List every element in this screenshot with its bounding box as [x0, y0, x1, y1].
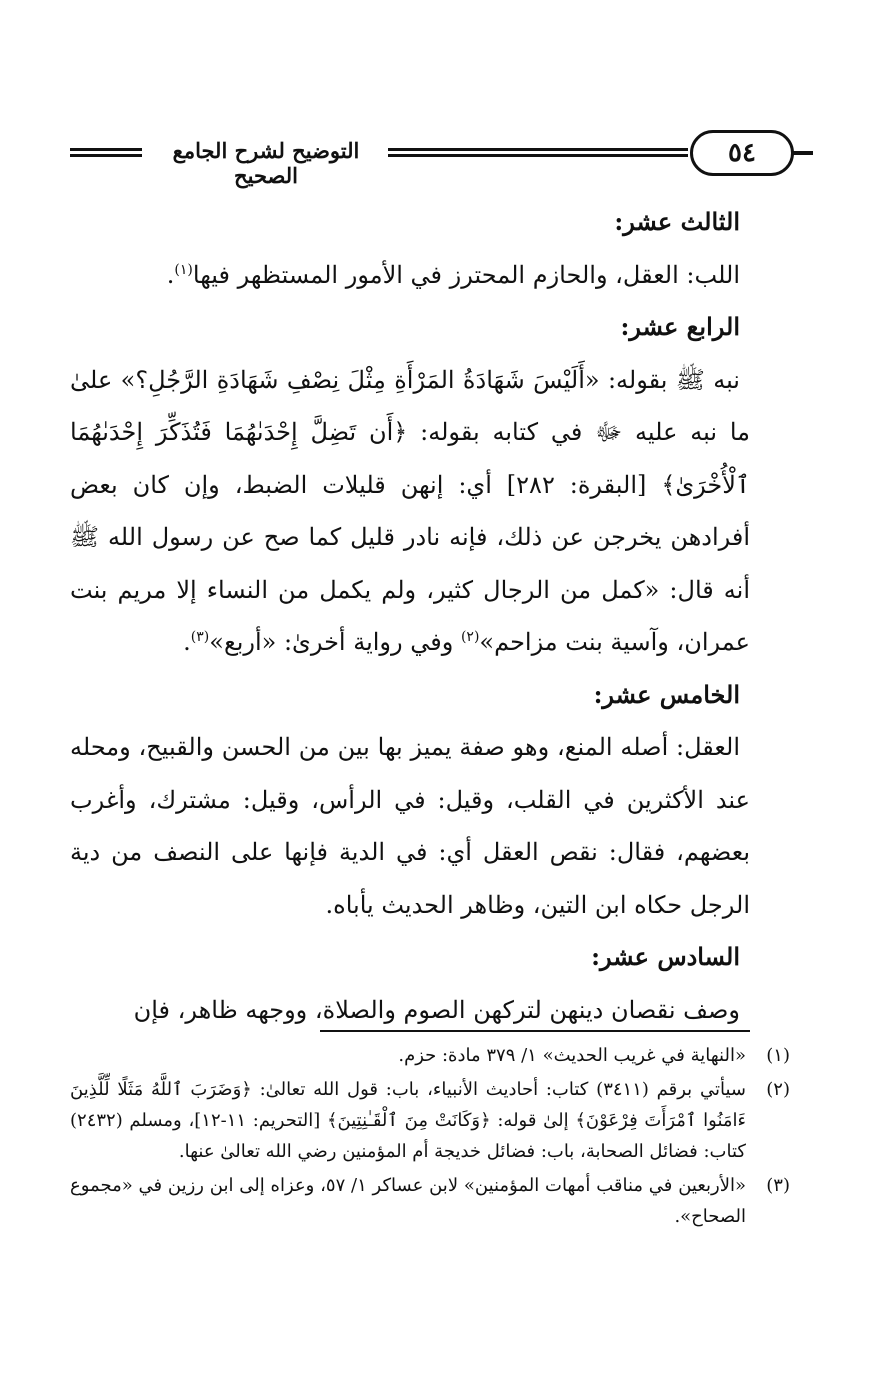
section-heading-14: الرابع عشر: — [620, 312, 740, 341]
footnote-ref-1: (١) — [174, 261, 193, 278]
page-number: ٥٤ — [690, 130, 794, 176]
paragraph-15: العقل: أصله المنع، وهو صفة يميز بها بين من الحسن والقبيح، ومحله عند الأكثرين في القلب، وقيل: في الرأس، وقيل: مشترك، وأغرب بعضهم، فقال: نقص العقل أي: في الدية فإنها على النصف من دية الرجل حكاه ابن التين، وظاهر الحديث يأباه. — [70, 733, 750, 919]
paragraph-14-text-b: وفي رواية أخرىٰ: «أربع» — [209, 628, 461, 656]
footnote-divider — [320, 1030, 750, 1032]
footnote-text: «النهاية في غريب الحديث» ١/ ٣٧٩ مادة: حزم. — [398, 1045, 746, 1066]
footnote-number: (٢) — [766, 1079, 790, 1100]
footnote-3 — [70, 1170, 790, 1232]
footnote-1 — [70, 1040, 790, 1071]
footnotes — [70, 1040, 790, 1235]
section-heading-16: السادس عشر: — [591, 942, 740, 971]
footnote-number: (١) — [766, 1045, 790, 1066]
footnote-ref-2: (٢) — [460, 629, 480, 645]
main-text — [70, 196, 750, 1036]
paragraph-13-end: . — [166, 260, 175, 289]
header-rule-middle — [388, 148, 688, 160]
footnote-number: (٣) — [766, 1175, 790, 1196]
paragraph-16: وصف نقصان دينهن لتركهن الصوم والصلاة، ووجهه ظاهر، فإن — [133, 995, 740, 1024]
section-heading-13: الثالث عشر: — [614, 207, 740, 236]
paragraph-14-text-a: نبه ﷺ بقوله: «أَلَيْسَ شَهَادَةُ المَرْأَةِ مِثْلَ نِصْفِ شَهَادَةِ الرَّجُلِ؟» علىٰ ما نبه عليه ﷻ في كتابه بقوله: ﴿أَن تَضِلَّ إِحْدَىٰهُمَا فَتُذَكِّرَ إِحْدَىٰهُمَا ٱلْأُخْرَىٰ﴾ [البقرة: ٢٨٢] أي: إنهن قليلات الضبط، وإن كان بعض أفرادهن يخرجن عن ذلك، فإنه نادر قليل كما صح عن رسول الله ﷺ أنه قال: «كمل من الرجال كثير، ولم يكمل من النساء إلا مريم بنت عمران، وآسية بنت مزاحم» — [70, 365, 750, 656]
paragraph-14 — [70, 354, 750, 669]
paragraph-14-end: . — [183, 628, 191, 656]
section-heading-15: الخامس عشر: — [593, 679, 740, 709]
header-rule-left — [70, 148, 142, 160]
paragraph-13 — [70, 249, 750, 302]
footnote-text: سيأتي برقم (٣٤١١) كتاب: أحاديث الأنبياء، باب: قول الله تعالىٰ: ﴿وَضَرَبَ ٱللَّهُ مَثَلًا لِّلَّذِينَ ءَامَنُوا ٱمْرَأَتَ فِرْعَوْنَ﴾ إلىٰ قوله: ﴿وَكَانَتْ مِنَ ٱلْقَـٰنِتِينَ﴾ [التحريم: ١١-١٢]، ومسلم (٢٤٣٢) كتاب: فضائل الصحابة، باب: فضائل خديجة أم المؤمنين رضي الله تعالىٰ عنها. — [70, 1079, 746, 1162]
book-title: التوضيح لشرح الجامع الصحيح — [172, 138, 360, 188]
running-header — [58, 128, 793, 188]
paragraph-13-text: اللب: العقل، والحازم المحترز في الأمور المستظهر فيها — [192, 260, 740, 289]
footnote-2 — [70, 1074, 790, 1167]
footnote-ref-3: (٣) — [190, 629, 210, 645]
footnote-text: «الأربعين في مناقب أمهات المؤمنين» لابن عساكر ١/ ٥٧، وعزاه إلى ابن رزين في «مجموع الصحاح». — [70, 1175, 746, 1227]
